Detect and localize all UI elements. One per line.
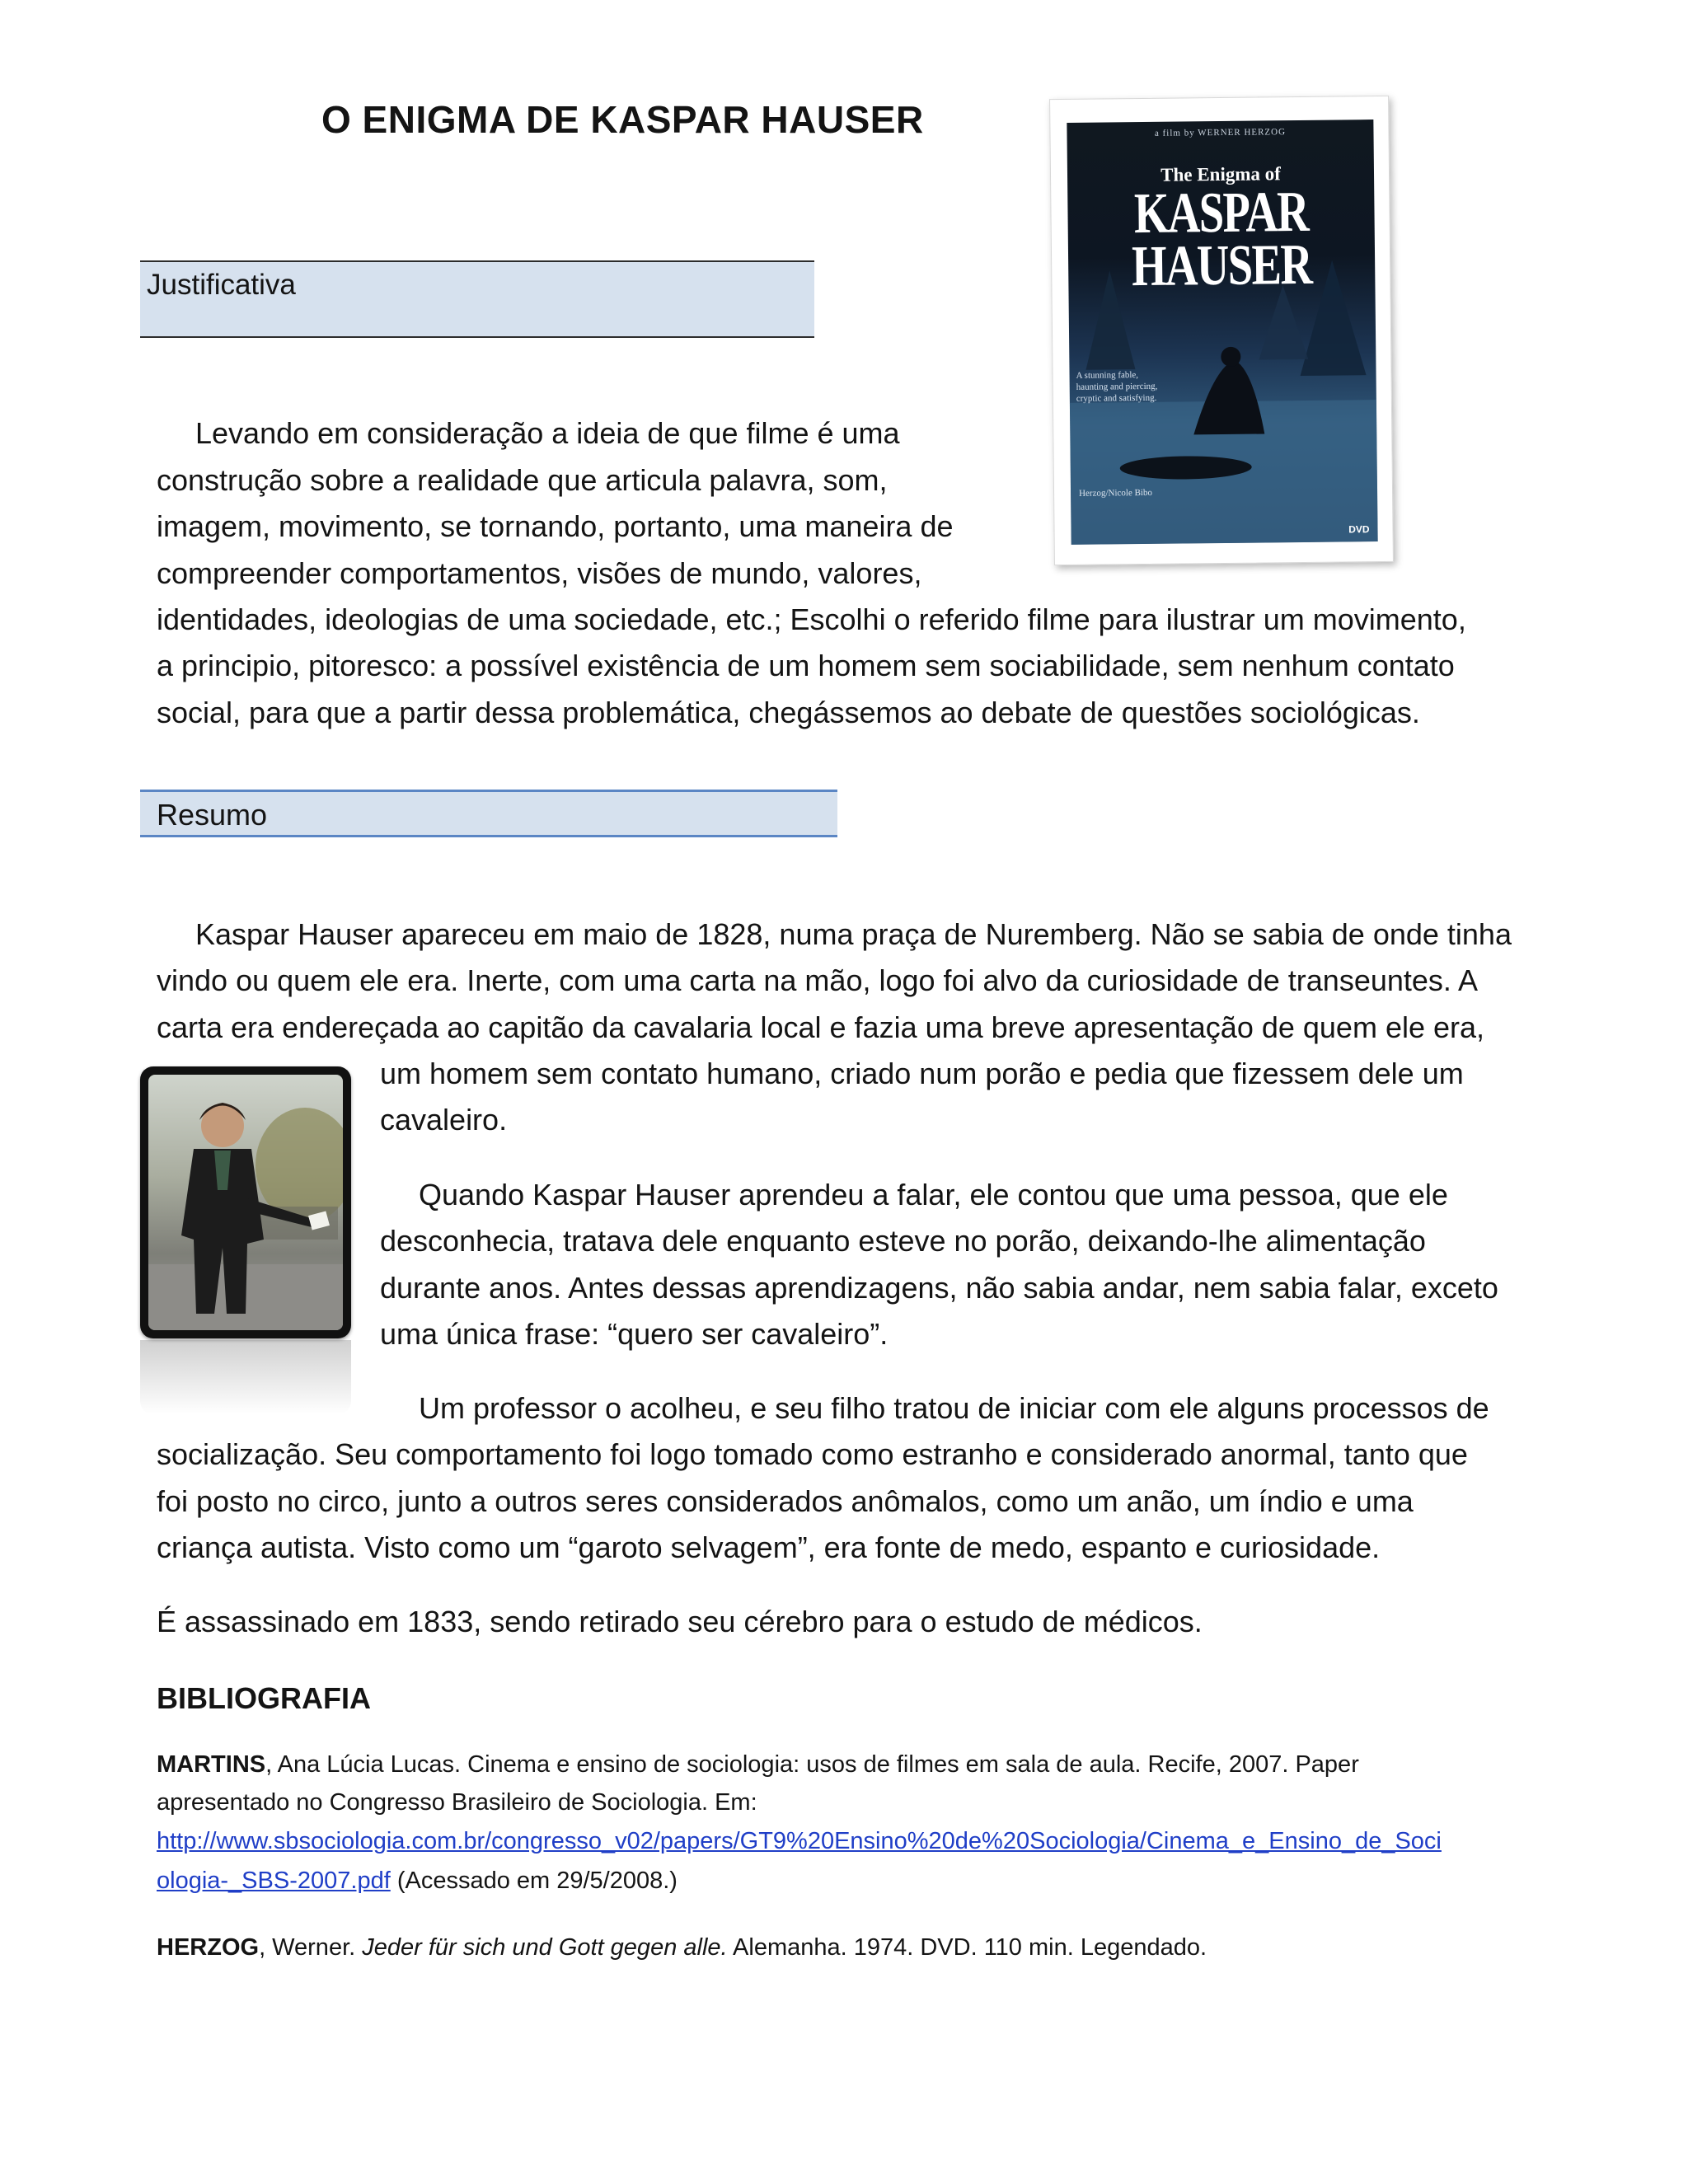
dvd-logo-icon: DVD <box>1348 523 1370 536</box>
resumo-line: durante anos. Antes dessas aprendizagens, não sabia andar, nem sabia falar, exceto <box>380 1271 1498 1305</box>
reference-text: , Ana Lúcia Lucas. Cinema e ensino de sociologia: usos de filmes em sala de aula. Recife, 2007. Paper <box>265 1751 1359 1778</box>
reference-author: HERZOG <box>157 1934 260 1961</box>
dvd-cover-image <box>1049 96 1394 565</box>
resumo-line: É assassinado em 1833, sendo retirado seu cérebro para o estudo de médicos. <box>157 1605 1203 1638</box>
dvd-cover-art <box>1067 120 1377 545</box>
resumo-line: criança autista. Visto como um “garoto selvagem”, era fonte de medo, espanto e curiosidade. <box>157 1530 1381 1564</box>
photo-figure <box>148 1075 343 1330</box>
reference-text: Alemanha. 1974. DVD. 110 min. Legendado. <box>727 1934 1207 1961</box>
reference-author: MARTINS <box>157 1751 266 1778</box>
dvd-title-line1: KASPAR <box>1133 180 1309 246</box>
resumo-line: desconhecia, tratava dele enquanto esteve no porão, deixando-lhe alimentação <box>380 1224 1426 1258</box>
kaspar-hauser-photo <box>140 1066 351 1338</box>
reference-martins-line1 <box>157 1753 1359 1777</box>
section-label-resumo: Resumo <box>157 798 268 832</box>
resumo-line: carta era endereçada ao capitão da cavalaria local e fazia uma breve apresentação de quem ele era, <box>157 1010 1485 1044</box>
photo-scene <box>148 1075 343 1330</box>
bibliography-heading: BIBLIOGRAFIA <box>157 1681 371 1715</box>
justificativa-line: compreender comportamentos, visões de mundo, valores, <box>157 556 922 590</box>
resumo-line: Um professor o acolheu, e seu filho tratou de iniciar com ele alguns processos de <box>419 1391 1489 1425</box>
resumo-line: um homem sem contato humano, criado num porão e pedia que fizessem dele um <box>380 1057 1464 1090</box>
dvd-blurb: A stunning fable, haunting and piercing, cryptic and satisfying. <box>1076 370 1158 404</box>
photo-reflection <box>140 1340 351 1414</box>
section-header-justificativa <box>140 260 814 338</box>
dvd-title-line2: HAUSER <box>1131 232 1312 299</box>
dvd-credit: Herzog/Nicole Bibo <box>1078 487 1153 499</box>
justificativa-line: a principio, pitoresco: a possível existência de um homem sem sociabilidade, sem nenhum contato <box>157 649 1455 682</box>
resumo-line: vindo ou quem ele era. Inerte, com uma carta na mão, logo foi alvo da curiosidade de transeuntes. A <box>157 963 1478 997</box>
dvd-top-text: a film by WERNER HERZOG <box>1154 127 1287 138</box>
reference-martins-link-line1 <box>157 1830 1442 1854</box>
reference-martins-link-line2 <box>157 1869 678 1893</box>
resumo-line: Kaspar Hauser apareceu em maio de 1828, numa praça de Nuremberg. Não se sabia de onde tinha <box>195 917 1512 951</box>
document-title: O ENIGMA DE KASPAR HAUSER <box>321 98 924 141</box>
dvd-subtitle: The Enigma of <box>1160 163 1281 185</box>
section-header-resumo <box>140 790 837 837</box>
justificativa-line: identidades, ideologias de uma sociedade, etc.; Escolhi o referido filme para ilustrar um movimento, <box>157 602 1466 636</box>
reference-link[interactable]: http://www.sbsociologia.com.br/congresso_v02/papers/GT9%20Ensino%20de%20Sociologia/Cinema_e_Ensino_de_Soci <box>157 1828 1442 1854</box>
dvd-main-title <box>1101 180 1341 299</box>
reference-martins-line2: apresentado no Congresso Brasileiro de Sociologia. Em: <box>157 1789 757 1816</box>
justificativa-line: Levando em consideração a ideia de que filme é uma <box>195 416 900 450</box>
reference-herzog <box>157 1936 1207 1960</box>
resumo-line: foi posto no circo, junto a outros seres considerados anômalos, como um anão, um índio e uma <box>157 1484 1414 1518</box>
justificativa-line: imagem, movimento, se tornando, portanto, uma maneira de <box>157 509 954 543</box>
reference-title: Jeder für sich und Gott gegen alle. <box>362 1934 728 1961</box>
resumo-line: socialização. Seu comportamento foi logo tomado como estranho e considerado anormal, tanto que <box>157 1437 1468 1471</box>
resumo-line: uma única frase: “quero ser cavaleiro”. <box>380 1317 889 1351</box>
reference-text: , Werner. <box>259 1934 363 1961</box>
justificativa-line: social, para que a partir dessa problemática, chegássemos ao debate de questões sociológicas. <box>157 696 1420 729</box>
justificativa-line: construção sobre a realidade que articula palavra, som, <box>157 463 888 497</box>
reference-access-date: (Acessado em 29/5/2008.) <box>390 1868 678 1894</box>
resumo-line: cavaleiro. <box>380 1103 508 1137</box>
resumo-line: Quando Kaspar Hauser aprendeu a falar, ele contou que uma pessoa, que ele <box>419 1178 1448 1212</box>
reference-link[interactable]: ologia-_SBS-2007.pdf <box>157 1868 391 1894</box>
section-label-justificativa: Justificativa <box>147 269 296 301</box>
